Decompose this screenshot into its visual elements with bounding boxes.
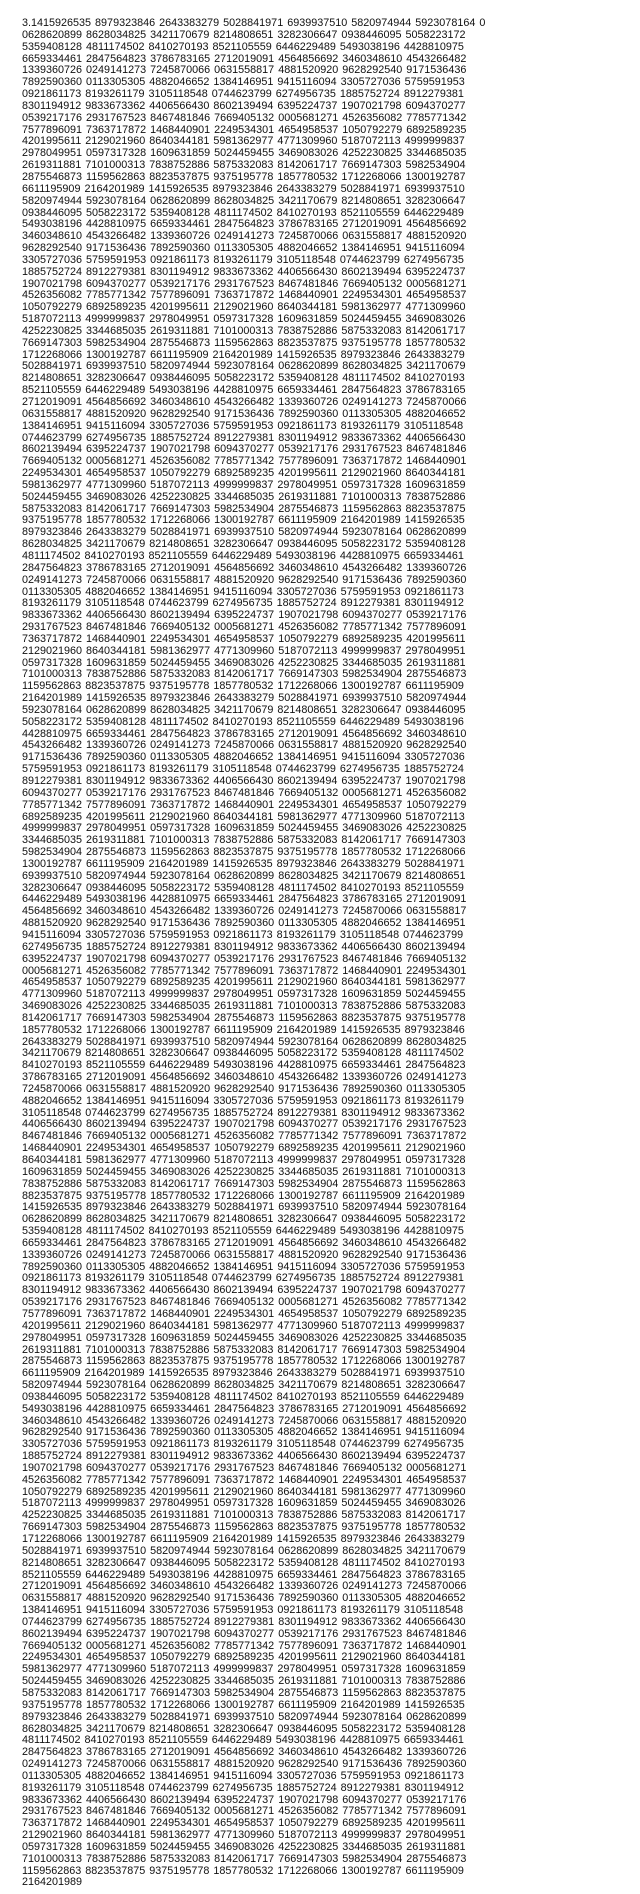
digit-line: 8467481846 7669405132 0005681271 4526356082 7785771342 7577896091 7363717872 [22, 1130, 467, 1143]
pi-digits-text [22, 18, 618, 1889]
digit-line: 5923078164 0628620899 8628034825 3421170679 8214808651 3282306647 0938446095 [22, 703, 466, 716]
digit-line: 8823537875 9375195778 1857780532 1712268066 1300192787 6611195909 2164201989 [22, 1189, 465, 1202]
digit-line: 7577896091 7363717872 1468440901 2249534301 4654958537 1050792279 6892589235 [22, 1307, 467, 1320]
digit-line: 1712268066 1300192787 6611195909 2164201989 1415926535 8979323846 2643383279 [22, 348, 465, 361]
digit-line: 5024459455 3469083026 4252230825 3344685035 2619311881 7101000313 7838752886 [22, 490, 466, 503]
digit-line: 2129021960 8640344181 5981362977 4771309960 5187072113 4999999837 2978049951 [22, 1829, 466, 1842]
digit-line: 8410270193 8521105559 6446229489 5493038196 4428810975 6659334461 2847564823 [22, 1059, 466, 1072]
digit-line: 2129021960 8640344181 5981362977 4771309960 5187072113 4999999837 2978049951 [22, 644, 466, 657]
digit-line: 3460348610 4543266482 1339360726 0249141273 7245870066 0631558817 4881520920 [22, 230, 467, 243]
digit-line: 5759591953 0921861173 8193261179 3105118548 0744623799 6274956735 1885752724 [22, 763, 464, 776]
digit-line: 7785771342 7577896091 7363717872 1468440901 2249534301 4654958537 1050792279 [22, 798, 467, 811]
digit-line: 0113305305 4882046652 1384146951 9415116094 3305727036 5759591953 0921861173 [22, 585, 464, 598]
digit-line: 0921861173 8193261179 3105118548 0744623799 6274956735 1885752724 8912279381 [22, 1272, 464, 1285]
digit-line: 1339360726 0249141273 7245870066 0631558817 4881520920 9628292540 9171536436 [22, 1248, 467, 1261]
digit-line: 8142061717 7669147303 5982534904 2875546873 1159562863 8823537875 9375195778 [22, 1011, 466, 1024]
digit-line: 4999999837 2978049951 0597317328 1609631859 5024459455 3469083026 4252230825 [22, 822, 467, 835]
digit-line: 2619311881 7101000313 7838752886 5875332083 8142061717 7669147303 5982534904 [22, 1343, 466, 1356]
digit-line: 3105118548 0744623799 6274956735 1885752724 8912279381 8301194912 9833673362 [22, 1106, 465, 1119]
digit-line: 9171536436 7892590360 0113305305 4882046652 1384146951 9415116094 3305727036 [22, 751, 465, 764]
digit-line: 4811174502 8410270193 8521105559 6446229489 5493038196 4428810975 6659334461 [22, 1734, 464, 1747]
digit-line: 8979323846 2643383279 5028841971 6939937510 5820974944 5923078164 0628620899 [22, 1710, 467, 1723]
digit-line: 4526356082 7785771342 7577896091 7363717872 1468440901 2249534301 4654958537 [22, 1473, 467, 1486]
digit-line: 1712268066 1300192787 6611195909 2164201989 1415926535 8979323846 2643383279 [22, 1533, 465, 1545]
digit-line: 8193261179 3105118548 0744623799 6274956735 1885752724 8912279381 8301194912 [22, 597, 464, 610]
digit-line: 2249534301 4654958537 1050792279 6892589235 4201995611 2129021960 8640344181 [22, 467, 466, 480]
digit-line: 3282306647 0938446095 5058223172 5359408128 4811174502 8410270193 8521105559 [22, 881, 464, 894]
digit-line: 4811174502 8410270193 8521105559 6446229489 5493038196 4428810975 6659334461 [22, 549, 464, 562]
digit-line: 2712019091 4564856692 3460348610 4543266482 1339360726 0249141273 7245870066 [22, 1580, 467, 1593]
digit-line: 1050792279 6892589235 4201995611 2129021960 8640344181 5981362977 4771309960 [22, 301, 466, 314]
digit-line: 3469083026 4252230825 3344685035 2619311881 7101000313 7838752886 5875332083 [22, 1000, 466, 1013]
digit-line: 7245870066 0631558817 4881520920 9628292540 9171536436 7892590360 0113305305 [22, 1082, 466, 1095]
digit-line: 4428810975 6659334461 2847564823 3786783165 2712019091 4564856692 3460348610 [22, 727, 467, 740]
digit-line: 2847564823 3786783165 2712019091 4564856692 3460348610 4543266482 1339360726 [22, 561, 467, 574]
digit-line: 0744623799 6274956735 1885752724 8912279381 8301194912 9833673362 4406566430 [22, 1615, 466, 1628]
digit-line: 3305727036 5759591953 0921861173 8193261179 3105118548 0744623799 6274956735 [22, 1438, 464, 1451]
digit-line: 5187072113 4999999837 2978049951 0597317328 1609631859 5024459455 3469083026 [22, 313, 466, 326]
digit-line: 3460348610 4543266482 1339360726 0249141273 7245870066 0631558817 4881520920 [22, 1414, 467, 1427]
digit-line: 1885752724 8912279381 8301194912 9833673362 4406566430 8602139494 6395224737 [22, 1450, 466, 1463]
digit-line: 2931767523 8467481846 7669405132 0005681271 4526356082 7785771342 7577896091 [22, 621, 467, 634]
digit-line: 8602139494 6395224737 1907021798 6094370277 0539217176 2931767523 8467481846 [22, 1627, 467, 1640]
digit-line: 9375195778 1857780532 1712268066 1300192787 6611195909 2164201989 1415926535 [22, 514, 465, 527]
digit-line: 1609631859 5024459455 3469083026 4252230825 3344685035 2619311881 7101000313 [22, 1165, 466, 1178]
digit-line: 7838752886 5875332083 8142061717 7669147303 5982534904 2875546873 1159562863 [22, 1177, 466, 1190]
digit-line: 4201995611 2129021960 8640344181 5981362977 4771309960 5187072113 4999999837 [22, 1319, 465, 1332]
digit-line: 0921861173 8193261179 3105118548 0744623799 6274956735 1885752724 8912279381 [22, 88, 464, 101]
digit-line: 6094370277 0539217176 2931767523 8467481846 7669405132 0005681271 4526356082 [22, 786, 467, 799]
digit-line: 3.1415926535 8979323846 2643383279 5028841971 6939937510 5820974944 5923078164 0 [22, 17, 486, 29]
digit-line: 4882046652 1384146951 9415116094 3305727036 5759591953 0921861173 8193261179 [22, 1094, 464, 1107]
digit-line: 6611195909 2164201989 1415926535 8979323846 2643383279 5028841971 6939937510 [22, 1367, 465, 1380]
digit-line: 1468440901 2249534301 4654958537 1050792279 6892589235 4201995611 2129021960 [22, 1142, 466, 1155]
digit-line: 3421170679 8214808651 3282306647 0938446095 5058223172 5359408128 4811174502 [22, 1047, 464, 1060]
digit-line: 5028841971 6939937510 5820974944 5923078164 0628620899 8628034825 3421170679 [22, 360, 466, 373]
digit-line: 5981362977 4771309960 5187072113 4999999837 2978049951 0597317328 1609631859 [22, 1663, 466, 1676]
digit-line: 7669147303 5982534904 2875546873 1159562863 8823537875 9375195778 1857780532 [22, 1521, 466, 1534]
digit-line: 8628034825 3421170679 8214808651 3282306647 0938446095 5058223172 5359408128 [22, 1722, 466, 1735]
digit-line: 0628620899 8628034825 3421170679 8214808651 3282306647 0938446095 5058223172 [22, 28, 466, 41]
digit-line: 9375195778 1857780532 1712268066 1300192787 6611195909 2164201989 1415926535 [22, 1698, 465, 1711]
digit-line: 1050792279 6892589235 4201995611 2129021960 8640344181 5981362977 4771309960 [22, 1485, 466, 1498]
digit-line: 9415116094 3305727036 5759591953 0921861173 8193261179 3105118548 0744623799 [22, 928, 464, 941]
digit-line: 0631558817 4881520920 9628292540 9171536436 7892590360 0113305305 4882046652 [22, 1592, 466, 1605]
digit-line: 8193261179 3105118548 0744623799 6274956735 1885752724 8912279381 8301194912 [22, 1781, 464, 1794]
digit-line: 4526356082 7785771342 7577896091 7363717872 1468440901 2249534301 4654958537 [22, 289, 467, 302]
digit-line: 6395224737 1907021798 6094370277 0539217176 2931767523 8467481846 7669405132 [22, 952, 467, 965]
digit-line: 8912279381 8301194912 9833673362 4406566430 8602139494 6395224737 1907021798 [22, 775, 466, 787]
digit-line: 5820974944 5923078164 0628620899 8628034825 3421170679 8214808651 3282306647 [22, 194, 466, 207]
digit-line: 2978049951 0597317328 1609631859 5024459455 3469083026 4252230825 3344685035 [22, 147, 467, 160]
digit-line: 0938446095 5058223172 5359408128 4811174502 8410270193 8521105559 6446229489 [22, 1390, 464, 1403]
digit-line: 1907021798 6094370277 0539217176 2931767523 8467481846 7669405132 0005681271 [22, 1461, 467, 1474]
digit-line: 2643383279 5028841971 6939937510 5820974944 5923078164 0628620899 8628034825 [22, 1035, 467, 1048]
digit-line: 4252230825 3344685035 2619311881 7101000313 7838752886 5875332083 8142061717 [22, 1509, 466, 1522]
digit-line: 2875546873 1159562863 8823537875 9375195778 1857780532 1712268066 1300192787 [22, 1355, 466, 1368]
digit-line: 7892590360 0113305305 4882046652 1384146951 9415116094 3305727036 5759591953 [22, 76, 465, 89]
digit-line: 8628034825 3421170679 8214808651 3282306647 0938446095 5058223172 5359408128 [22, 538, 466, 551]
digit-line: 7669405132 0005681271 4526356082 7785771342 7577896091 7363717872 1468440901 [22, 455, 467, 468]
digit-line: 0005681271 4526356082 7785771342 7577896091 7363717872 1468440901 2249534301 [22, 964, 467, 977]
digit-line: 0744623799 6274956735 1885752724 8912279381 8301194912 9833673362 4406566430 [22, 431, 466, 444]
digit-line: 2847564823 3786783165 2712019091 4564856692 3460348610 4543266482 1339360726 [22, 1746, 467, 1759]
digit-line: 1384146951 9415116094 3305727036 5759591953 0921861173 8193261179 3105118548 [22, 419, 464, 432]
digit-line: 7363717872 1468440901 2249534301 4654958537 1050792279 6892589235 4201995611 [22, 632, 466, 645]
digit-line: 6611195909 2164201989 1415926535 8979323846 2643383279 5028841971 6939937510 [22, 182, 465, 195]
digit-line: 0631558817 4881520920 9628292540 9171536436 7892590360 0113305305 4882046652 [22, 407, 466, 420]
digit-line: 6446229489 5493038196 4428810975 6659334461 2847564823 3786783165 2712019091 [22, 893, 467, 906]
digit-line: 7669147303 5982534904 2875546873 1159562863 8823537875 9375195778 1857780532 [22, 336, 466, 349]
digit-line: 7363717872 1468440901 2249534301 4654958537 1050792279 6892589235 4201995611 [22, 1817, 466, 1830]
digit-line: 9833673362 4406566430 8602139494 6395224737 1907021798 6094370277 0539217176 [22, 609, 467, 622]
digit-line: 2164201989 1415926535 8979323846 2643383279 5028841971 6939937510 5820974944 [22, 692, 467, 705]
digit-line: 1159562863 8823537875 9375195778 1857780532 1712268066 1300192787 6611195909 [22, 680, 464, 693]
digit-line: 0249141273 7245870066 0631558817 4881520920 9628292540 9171536436 7892590360 [22, 573, 467, 586]
digit-line: 1339360726 0249141273 7245870066 0631558817 4881520920 9628292540 9171536436 [22, 64, 467, 77]
digit-line: 1300192787 6611195909 2164201989 1415926535 8979323846 2643383279 5028841971 [22, 857, 465, 870]
digit-line: 5875332083 8142061717 7669147303 5982534904 2875546873 1159562863 8823537875 [22, 1686, 466, 1699]
digit-line: 1159562863 8823537875 9375195778 1857780532 1712268066 1300192787 6611195909 [22, 1864, 464, 1877]
digit-line: 0539217176 2931767523 8467481846 7669405132 0005681271 4526356082 7785771342 [22, 1296, 467, 1309]
digit-line: 5359408128 4811174502 8410270193 8521105559 6446229489 5493038196 4428810975 [22, 1225, 464, 1238]
digit-line: 2875546873 1159562863 8823537875 9375195778 1857780532 1712268066 1300192787 [22, 170, 466, 183]
digit-line: 3344685035 2619311881 7101000313 7838752886 5875332083 8142061717 7669147303 [22, 834, 466, 847]
digit-line: 5875332083 8142061717 7669147303 5982534904 2875546873 1159562863 8823537875 [22, 502, 466, 515]
digit-line: 4654958537 1050792279 6892589235 4201995611 2129021960 8640344181 5981362977 [22, 976, 466, 989]
digit-line: 9628292540 9171536436 7892590360 0113305305 4882046652 1384146951 9415116094 [22, 242, 465, 255]
digit-line: 0539217176 2931767523 8467481846 7669405132 0005681271 4526356082 7785771342 [22, 111, 467, 124]
digit-line: 7669405132 0005681271 4526356082 7785771342 7577896091 7363717872 1468440901 [22, 1639, 467, 1652]
digit-line: 4771309960 5187072113 4999999837 2978049951 0597317328 1609631859 5024459455 [22, 988, 466, 1001]
digit-line: 4201995611 2129021960 8640344181 5981362977 4771309960 5187072113 4999999837 [22, 135, 465, 148]
digit-line: 4406566430 8602139494 6395224737 1907021798 6094370277 0539217176 2931767523 [22, 1118, 467, 1131]
digit-line: 6274956735 1885752724 8912279381 8301194912 9833673362 4406566430 8602139494 [22, 940, 466, 953]
digit-line: 2978049951 0597317328 1609631859 5024459455 3469083026 4252230825 3344685035 [22, 1331, 467, 1344]
digit-line: 7892590360 0113305305 4882046652 1384146951 9415116094 3305727036 5759591953 [22, 1260, 465, 1273]
digit-line: 5187072113 4999999837 2978049951 0597317328 1609631859 5024459455 3469083026 [22, 1497, 466, 1510]
digit-line: 1857780532 1712268066 1300192787 6611195909 2164201989 1415926535 8979323846 [22, 1023, 465, 1036]
digit-line: 3786783165 2712019091 4564856692 3460348610 4543266482 1339360726 0249141273 [22, 1071, 467, 1084]
digit-line: 4252230825 3344685035 2619311881 7101000313 7838752886 5875332083 8142061717 [22, 324, 466, 337]
digit-line: 8521105559 6446229489 5493038196 4428810975 6659334461 2847564823 3786783165 [22, 384, 466, 397]
digit-line: 8979323846 2643383279 5028841971 6939937510 5820974944 5923078164 0628620899 [22, 526, 467, 539]
digit-line: 6892589235 4201995611 2129021960 8640344181 5981362977 4771309960 5187072113 [22, 810, 465, 823]
digit-line: 0628620899 8628034825 3421170679 8214808651 3282306647 0938446095 5058223172 [22, 1213, 466, 1226]
digit-line: 7101000313 7838752886 5875332083 8142061717 7669147303 5982534904 2875546873 [22, 668, 467, 681]
digit-line: 8301194912 9833673362 4406566430 8602139494 6395224737 1907021798 6094370277 [22, 99, 466, 112]
digit-line: 1885752724 8912279381 8301194912 9833673362 4406566430 8602139494 6395224737 [22, 265, 466, 278]
digit-line: 5024459455 3469083026 4252230825 3344685035 2619311881 7101000313 7838752886 [22, 1675, 466, 1688]
digit-line: 2931767523 8467481846 7669405132 0005681271 4526356082 7785771342 7577896091 [22, 1805, 467, 1818]
digit-line: 5981362977 4771309960 5187072113 4999999837 2978049951 0597317328 1609631859 [22, 478, 466, 491]
digit-line: 8521105559 6446229489 5493038196 4428810975 6659334461 2847564823 3786783165 [22, 1568, 466, 1581]
digit-line: 8214808651 3282306647 0938446095 5058223172 5359408128 4811174502 8410270193 [22, 1556, 465, 1569]
digit-line: 6659334461 2847564823 3786783165 2712019091 4564856692 3460348610 4543266482 [22, 1236, 467, 1249]
digit-line: 2712019091 4564856692 3460348610 4543266482 1339360726 0249141273 7245870066 [22, 396, 467, 408]
digit-line: 8301194912 9833673362 4406566430 8602139494 6395224737 1907021798 6094370277 [22, 1284, 466, 1297]
digit-line: 1384146951 9415116094 3305727036 5759591953 0921861173 8193261179 3105118548 [22, 1604, 464, 1617]
digit-line: 8640344181 5981362977 4771309960 5187072113 4999999837 2978049951 0597317328 [22, 1154, 466, 1166]
digit-line: 0938446095 5058223172 5359408128 4811174502 8410270193 8521105559 6446229489 [22, 206, 464, 219]
digit-line: 5359408128 4811174502 8410270193 8521105559 6446229489 5493038196 4428810975 [22, 40, 464, 53]
digit-line: 3305727036 5759591953 0921861173 8193261179 3105118548 0744623799 6274956735 [22, 253, 464, 266]
digit-line: 5820974944 5923078164 0628620899 8628034825 3421170679 8214808651 3282306647 [22, 1379, 466, 1392]
digit-line: 6659334461 2847564823 3786783165 2712019091 4564856692 3460348610 4543266482 [22, 52, 467, 65]
digit-line: 0113305305 4882046652 1384146951 9415116094 3305727036 5759591953 0921861173 [22, 1769, 464, 1782]
digit-line: 9628292540 9171536436 7892590360 0113305305 4882046652 1384146951 9415116094 [22, 1426, 465, 1439]
digit-line: 9833673362 4406566430 8602139494 6395224737 1907021798 6094370277 0539217176 [22, 1793, 467, 1806]
digit-line: 6939937510 5820974944 5923078164 0628620899 8628034825 3421170679 8214808651 [22, 869, 466, 882]
digit-line: 0249141273 7245870066 0631558817 4881520920 9628292540 9171536436 7892590360 [22, 1758, 467, 1771]
digit-line: 0597317328 1609631859 5024459455 3469083026 4252230825 3344685035 2619311881 [22, 1840, 466, 1853]
digit-line: 8602139494 6395224737 1907021798 6094370277 0539217176 2931767523 8467481846 [22, 443, 467, 456]
digit-line: 0597317328 1609631859 5024459455 3469083026 4252230825 3344685035 2619311881 [22, 656, 466, 669]
digit-line: 4543266482 1339360726 0249141273 7245870066 0631558817 4881520920 9628292540 [22, 739, 467, 752]
digit-line: 5058223172 5359408128 4811174502 8410270193 8521105559 6446229489 5493038196 [22, 715, 464, 728]
digit-line: 1415926535 8979323846 2643383279 5028841971 6939937510 5820974944 5923078164 [22, 1201, 467, 1214]
digit-line: 4881520920 9628292540 9171536436 7892590360 0113305305 4882046652 1384146951 [22, 917, 466, 930]
digit-line: 5493038196 4428810975 6659334461 2847564823 3786783165 2712019091 4564856692 [22, 1402, 467, 1415]
digit-line: 5982534904 2875546873 1159562863 8823537875 9375195778 1857780532 1712268066 [22, 846, 466, 859]
digit-line: 7577896091 7363717872 1468440901 2249534301 4654958537 1050792279 6892589235 [22, 123, 467, 136]
digit-line: 2619311881 7101000313 7838752886 5875332083 8142061717 7669147303 5982534904 [22, 159, 466, 172]
digit-line: 1907021798 6094370277 0539217176 2931767523 8467481846 7669405132 0005681271 [22, 277, 467, 290]
digit-line: 2164201989 [22, 1876, 83, 1889]
digit-line: 5028841971 6939937510 5820974944 5923078164 0628620899 8628034825 3421170679 [22, 1544, 466, 1557]
digit-line: 5493038196 4428810975 6659334461 2847564823 3786783165 2712019091 4564856692 [22, 218, 467, 231]
digit-line: 8214808651 3282306647 0938446095 5058223172 5359408128 4811174502 8410270193 [22, 372, 465, 385]
digit-line: 2249534301 4654958537 1050792279 6892589235 4201995611 2129021960 8640344181 [22, 1651, 466, 1664]
digit-line: 7101000313 7838752886 5875332083 8142061717 7669147303 5982534904 2875546873 [22, 1852, 467, 1865]
digit-line: 4564856692 3460348610 4543266482 1339360726 0249141273 7245870066 0631558817 [22, 905, 467, 918]
